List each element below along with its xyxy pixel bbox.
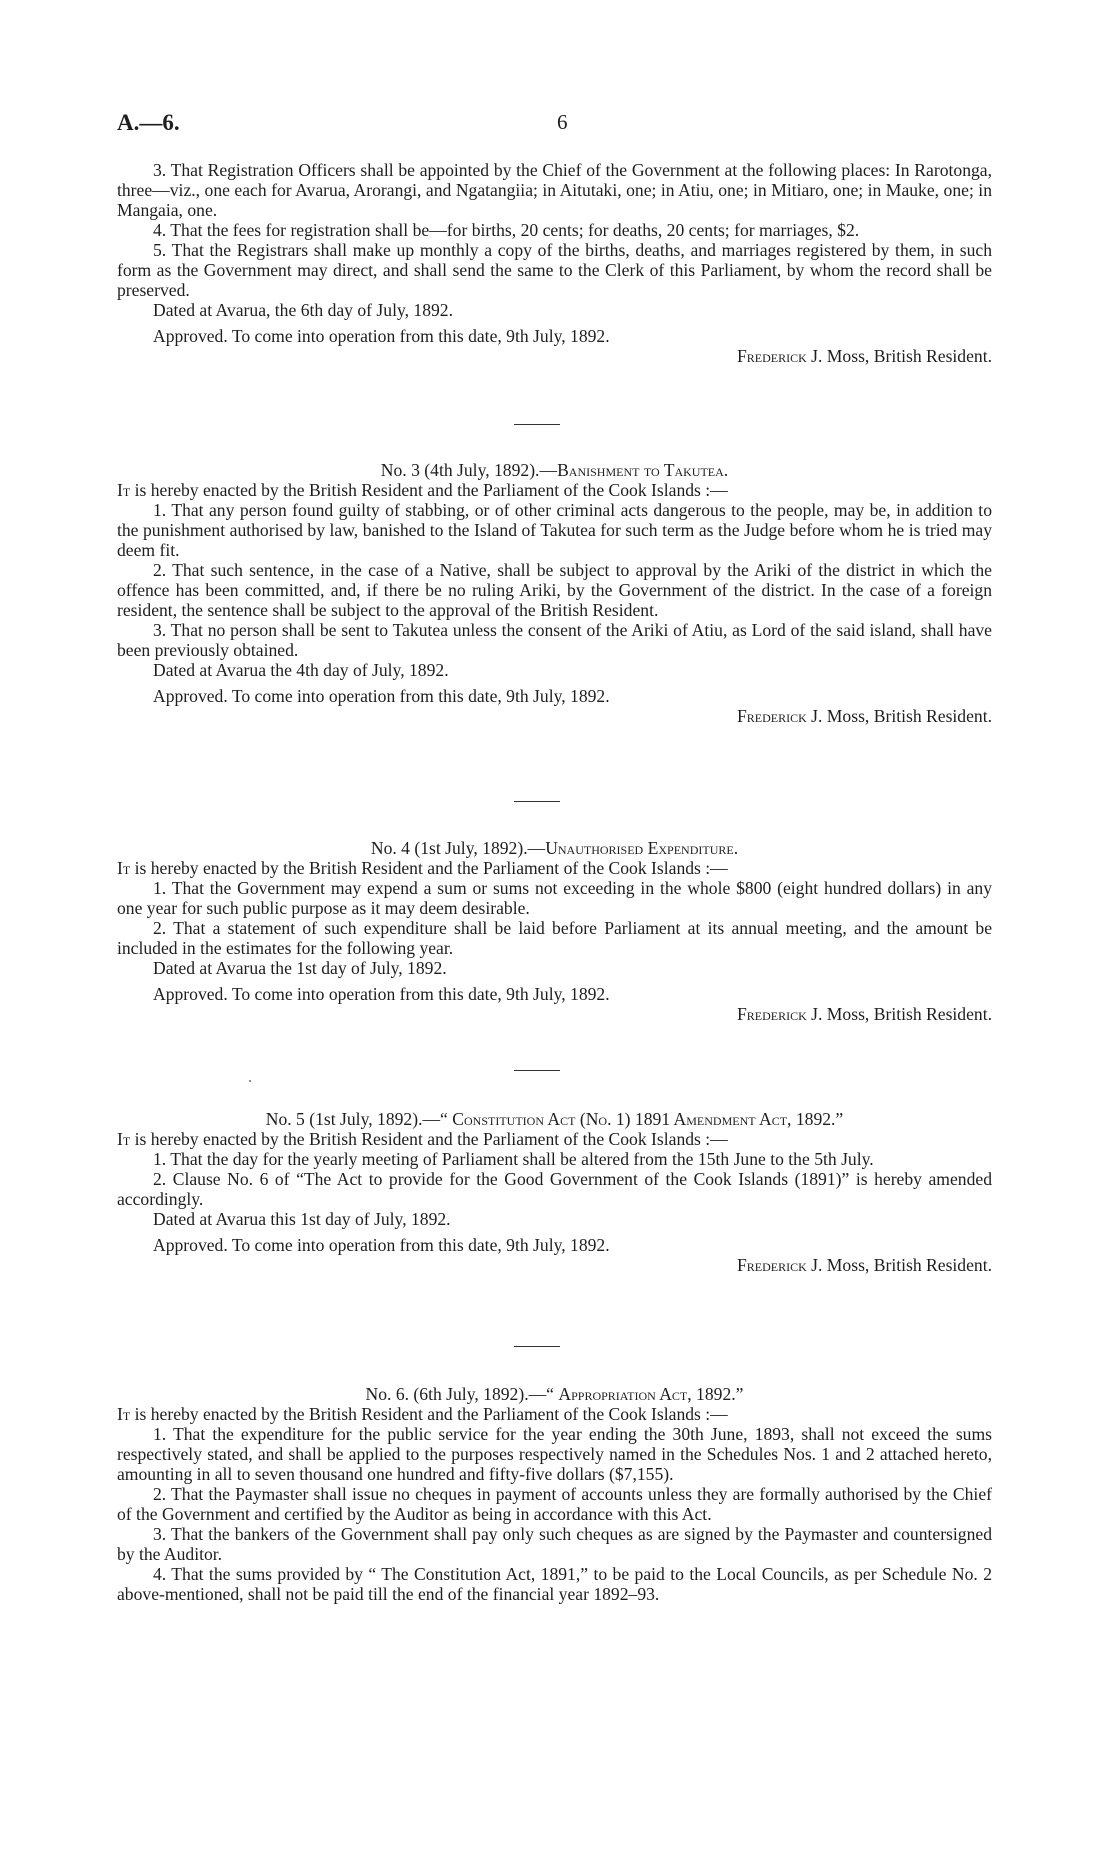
clause: 1. That the expenditure for the public service for the year ending the 30th June, 1893, shall not exceed the sums respectively stated, and shall be applied to the purposes respectively named in the Schedules Nos. 1 and 2 attached hereto, amounting in all to seven thousand one hundred and fifty-five dollars ($7,155).: [117, 1424, 992, 1484]
section-title: [117, 1384, 992, 1404]
enacting-clause: It is hereby enacted by the British Resident and the Parliament of the Cook Islands :—: [117, 1129, 728, 1149]
clause: 3. That no person shall be sent to Takutea unless the consent of the Ariki of Atiu, as Lord of the said island, shall have been previously obtained.: [117, 620, 992, 660]
section-6: [117, 1384, 992, 1604]
clause: 5. That the Registrars shall make up monthly a copy of the births, deaths, and marriages registered by them, in such form as the Government may direct, and shall send the same to the Clerk of this Parliament, by whom the record shall be preserved.: [117, 240, 992, 300]
signature-name: Frederick: [736, 1004, 807, 1024]
clause: 1. That the day for the yearly meeting of Parliament shall be altered from the 15th June to the 5th July.: [153, 1149, 874, 1169]
clause: 3. That Registration Officers shall be appointed by the Chief of the Government at the following places: In Rarotonga, three—viz., one each for Avarua, Arorangi, and Ngatangiia; in Aitutaki, one; in Atiu, one; in Mitiaro, one; in Mauke, one; in Mangaia, one.: [117, 160, 992, 220]
clause: 2. That a statement of such expenditure shall be laid before Parliament at its annual meeting, and the amount be included in the estimates for the following year.: [117, 918, 992, 958]
section-title: [117, 838, 992, 858]
title-number: No. 4 (1st July, 1892).—: [370, 838, 546, 858]
clause: 4. That the fees for registration shall be—for births, 20 cents; for deaths, 20 cents; for marriages, $2.: [153, 220, 860, 240]
section-divider: [514, 1070, 560, 1071]
clause: 1. That the Government may expend a sum or sums not exceeding in the whole $800 (eight hundred dollars) in any one year for such public purpose as it may deem desirable.: [117, 878, 992, 918]
title-number: No. 3 (4th July, 1892).—: [380, 460, 558, 480]
signature: [117, 1004, 992, 1024]
signature: [117, 346, 992, 366]
title-name: Banishment to Takutea.: [557, 460, 729, 480]
clause: 2. That the Paymaster shall issue no cheques in payment of accounts unless they are formally authorised by the Chief of the Government and certified by the Auditor as being in accordance with this Act.: [117, 1484, 992, 1524]
signature: [117, 1255, 992, 1275]
dated-line: Dated at Avarua the 1st day of July, 1892.: [153, 958, 447, 978]
dated-line: Dated at Avarua, the 6th day of July, 1892.: [153, 300, 453, 320]
title-number: No. 5 (1st July, 1892).—“: [265, 1109, 453, 1129]
enacting-clause: It is hereby enacted by the British Resident and the Parliament of the Cook Islands :—: [117, 480, 728, 500]
approved-line: Approved. To come into operation from this date, 9th July, 1892.: [153, 326, 610, 346]
approved-line: Approved. To come into operation from this date, 9th July, 1892.: [153, 984, 610, 1004]
page-number: 6: [557, 110, 568, 134]
section-4: [117, 838, 992, 1024]
signature-rest: J. Moss, British Resident.: [806, 1004, 992, 1024]
signature: [117, 706, 992, 726]
approved-line: Approved. To come into operation from this date, 9th July, 1892.: [153, 686, 610, 706]
clause: 4. That the sums provided by “ The Constitution Act, 1891,” to be paid to the Local Councils, as per Schedule No. 2 above-mentioned, shall not be paid till the end of the financial year 1892–93.: [117, 1564, 992, 1604]
signature-name: Frederick: [736, 346, 807, 366]
section-title: [117, 460, 992, 480]
signature-rest: J. Moss, British Resident.: [806, 346, 992, 366]
document-reference: A.—6.: [117, 110, 180, 135]
print-speck: [249, 1080, 251, 1082]
section-divider: [514, 424, 560, 425]
clause: 2. That such sentence, in the case of a Native, shall be subject to approval by the Ariki of the district in which the offence has been committed, and, if there be no ruling Ariki, by the Government of the district. In the case of a foreign resident, the sentence shall be subject to the approval of the British Resident.: [117, 560, 992, 620]
signature-rest: J. Moss, British Resident.: [806, 1255, 992, 1275]
title-name: Appropriation Act, 1892.”: [558, 1384, 744, 1404]
signature-rest: J. Moss, British Resident.: [806, 706, 992, 726]
title-number: No. 6. (6th July, 1892).—“: [365, 1384, 559, 1404]
clause: 2. Clause No. 6 of “The Act to provide for the Good Government of the Cook Islands (1891)” is hereby amended accordingly.: [117, 1169, 992, 1209]
enacting-clause: It is hereby enacted by the British Resident and the Parliament of the Cook Islands :—: [117, 1404, 728, 1424]
section-divider: [514, 801, 560, 802]
signature-name: Frederick: [736, 706, 807, 726]
dated-line: Dated at Avarua this 1st day of July, 1892.: [153, 1209, 451, 1229]
section-5: [117, 1109, 992, 1275]
section-divider: [514, 1346, 560, 1347]
clause: 1. That any person found guilty of stabbing, or of other criminal acts dangerous to the people, may be, in addition to the punishment authorised by law, banished to the Island of Takutea for such term as the Judge before whom he is tried may deem fit.: [117, 500, 992, 560]
clause: 3. That the bankers of the Government shall pay only such cheques as are signed by the Paymaster and countersigned by the Auditor.: [117, 1524, 992, 1564]
section-title: [117, 1109, 992, 1129]
title-name: Unauthorised Expenditure.: [545, 838, 739, 858]
title-name: Constitution Act (No. 1) 1891 Amendment Act, 1892.”: [452, 1109, 844, 1129]
section-previous: [117, 160, 992, 366]
enacting-clause: It is hereby enacted by the British Resident and the Parliament of the Cook Islands :—: [117, 858, 728, 878]
page-header: [117, 110, 992, 140]
dated-line: Dated at Avarua the 4th day of July, 1892.: [153, 660, 449, 680]
approved-line: Approved. To come into operation from this date, 9th July, 1892.: [153, 1235, 610, 1255]
section-3: [117, 460, 992, 726]
signature-name: Frederick: [736, 1255, 807, 1275]
